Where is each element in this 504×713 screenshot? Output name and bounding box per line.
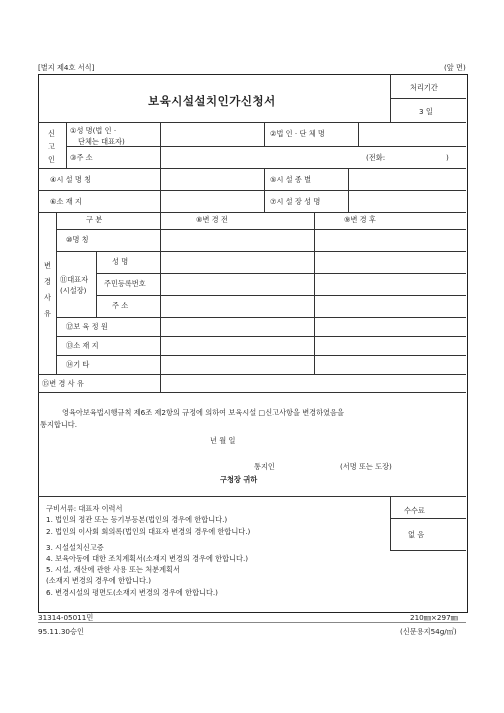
- sign-label: (서명 또는 도장): [340, 462, 392, 471]
- attachments-heading: 구비서류: 대표자 이력서: [46, 504, 123, 513]
- rep-label-line1: ⑪대표자: [60, 275, 89, 284]
- attachment-item-5: 5. 시설, 재산에 관한 사용 또는 처분계획서: [46, 565, 180, 574]
- applicant-label-3: 인: [48, 155, 55, 164]
- declaration-date: 년 월 일: [210, 436, 236, 445]
- change-label-4: 유: [44, 309, 51, 318]
- rep-name-after-field[interactable]: [315, 252, 465, 272]
- row-other-label: ⑭기 타: [66, 360, 90, 369]
- fee-label: 수수료: [404, 506, 425, 515]
- rep-name-label: 성 명: [112, 257, 129, 266]
- attachment-item-7: 6. 변경시설의 평면도(소재지 변경의 경우에 한합니다.): [46, 588, 218, 597]
- capacity-before-field[interactable]: [161, 318, 313, 336]
- footer-paper-size: 210㎜×297㎜: [410, 613, 458, 622]
- reason-field[interactable]: [161, 375, 465, 391]
- rep-id-label: 주민등록번호: [104, 279, 146, 288]
- processing-period-label: 처리기간: [410, 83, 438, 92]
- reason-label: ⑮변 경 사 유: [42, 379, 84, 388]
- footer-divider: [38, 622, 466, 623]
- address-label: ③주 소: [70, 153, 93, 162]
- rep-address-after-field[interactable]: [315, 296, 465, 316]
- name-label-line2: 단체는 대표자): [78, 137, 125, 146]
- change-label-1: 변: [44, 261, 51, 270]
- applicant-address-field[interactable]: [161, 147, 361, 167]
- row-name-label: ⑩명 칭: [66, 235, 89, 244]
- facility-location-field[interactable]: [161, 191, 263, 211]
- location-after-field[interactable]: [315, 337, 465, 355]
- change-label-3: 사: [44, 293, 51, 302]
- declaration-line2: 통지합니다.: [40, 420, 78, 429]
- facility-head-name-label: ⑦시 설 장 성 명: [270, 197, 321, 206]
- processing-period-value: 3 일: [419, 107, 433, 116]
- rep-label-line2: (시설장): [60, 286, 87, 295]
- rep-address-label: 주 소: [112, 301, 129, 310]
- phone-close: ): [446, 153, 449, 162]
- col-category-header: 구 분: [86, 215, 103, 224]
- attachment-item-4: 4. 보육아동에 대한 조치계획서(소재지 변경의 경우에 한합니다.): [46, 554, 249, 563]
- other-before-field[interactable]: [161, 356, 313, 373]
- attachment-item-6: (소재지 변경의 경우에 한합니다.): [46, 576, 152, 585]
- rep-address-before-field[interactable]: [161, 296, 313, 316]
- facility-location-label: ⑥소 재 지: [50, 197, 82, 206]
- form-title: 보육시설설치인가신청서: [148, 94, 276, 108]
- fee-value: 없 음: [408, 530, 425, 539]
- footer-code: 31314-05011민: [38, 613, 94, 622]
- declaration-line1: 영육아보육법시행규칙 제6조 제2항의 규정에 의하여 보육시설 □신고사항을 변경하였음을: [62, 408, 344, 417]
- attachment-item-3: 3. 시설설치신고증: [46, 543, 104, 552]
- applicant-label-2: 고: [48, 142, 55, 151]
- report-change-checkbox[interactable]: [320, 408, 329, 417]
- name-after-field[interactable]: [315, 230, 465, 250]
- attachment-item-2: 2. 법인의 이사회 회의록(법인의 대표자 변경의 경우에 한합니다.): [46, 527, 251, 536]
- applicant-label-1: 신: [48, 129, 55, 138]
- applicant-name-field[interactable]: [161, 123, 263, 145]
- location-before-field[interactable]: [161, 337, 313, 355]
- facility-head-name-field[interactable]: [349, 191, 465, 211]
- rep-id-after-field[interactable]: [315, 274, 465, 294]
- facility-name-label: ④시 설 명 칭: [50, 175, 92, 184]
- facility-type-label: ⑤시 설 종 별: [270, 175, 312, 184]
- footer-approval: 95.11.30승인: [38, 627, 84, 636]
- row-capacity-label: ⑫보 육 정 원: [66, 322, 108, 331]
- col-before-header: ⑧변 경 전: [196, 215, 228, 224]
- phone-label: (전화:: [366, 153, 386, 162]
- form-number: [별지 제4호 서식]: [38, 63, 95, 72]
- col-after-header: ⑨변 경 후: [344, 215, 376, 224]
- other-after-field[interactable]: [315, 356, 465, 373]
- corp-name-field[interactable]: [359, 123, 465, 145]
- corp-name-label: ②법 인 · 단 체 명: [270, 129, 325, 138]
- notifier-label: 통지인: [254, 462, 275, 471]
- name-label-line1: ①성 명(법 인 ·: [70, 126, 117, 135]
- change-label-2: 경: [44, 277, 51, 286]
- facility-name-field[interactable]: [161, 169, 263, 189]
- name-before-field[interactable]: [161, 230, 313, 250]
- addressee: 구청장 귀하: [220, 475, 258, 484]
- capacity-after-field[interactable]: [315, 318, 465, 336]
- notifier-name-field[interactable]: [282, 459, 338, 473]
- rep-name-before-field[interactable]: [161, 252, 313, 272]
- processing-divider: [390, 98, 466, 99]
- footer-paper-type: (신문용지54g/㎡): [400, 627, 457, 636]
- attachment-item-1: 1. 법인의 정관 또는 등기부등본(법인의 경우에 한합니다.): [46, 515, 228, 524]
- facility-type-field[interactable]: [349, 169, 465, 189]
- row-location-label: ⑬소 재 지: [66, 341, 99, 350]
- page-side: (앞 면): [444, 63, 466, 72]
- rep-id-before-field[interactable]: [161, 274, 313, 294]
